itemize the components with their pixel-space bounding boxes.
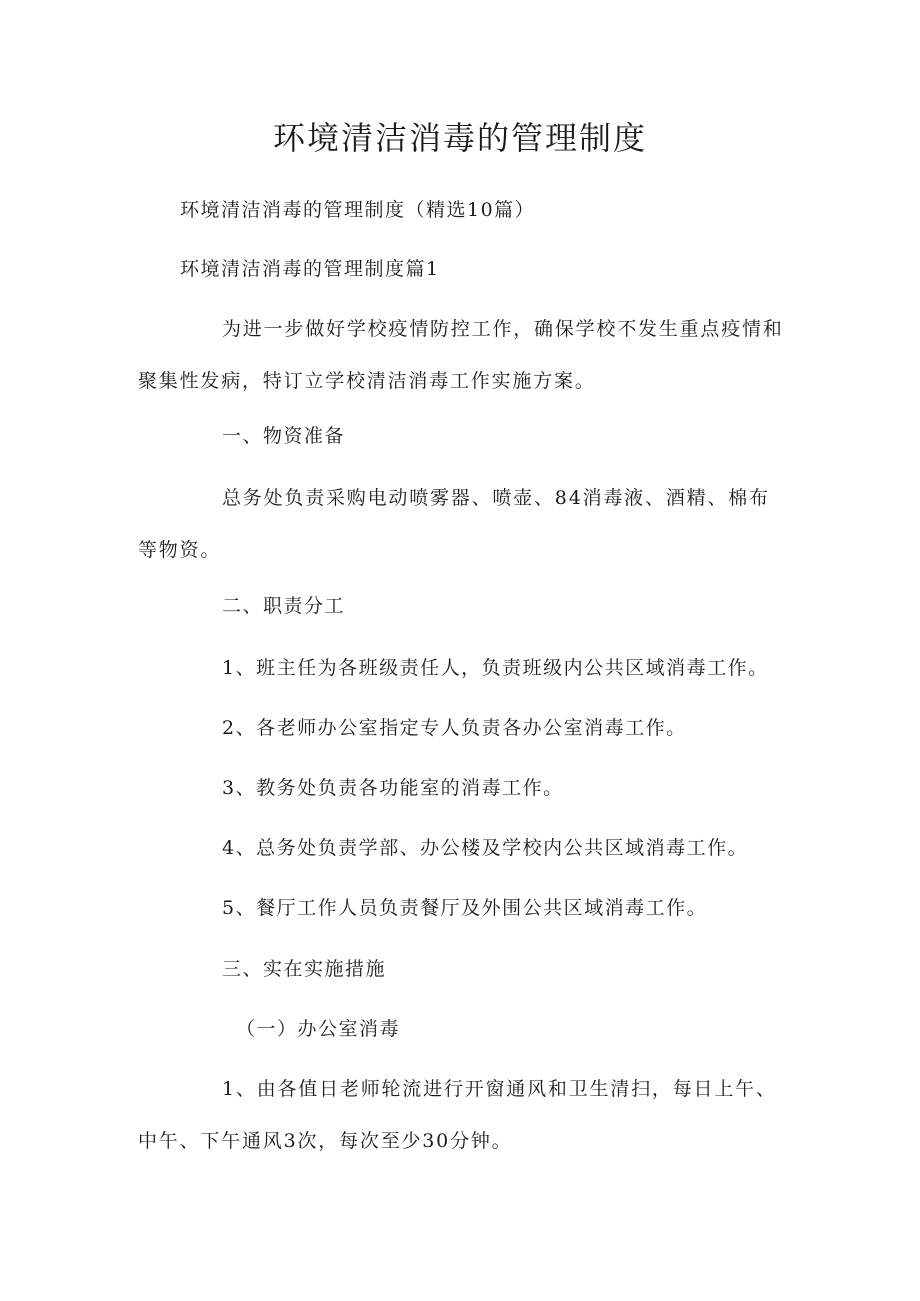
section-heading: 环境清洁消毒的管理制度篇1	[180, 258, 440, 280]
sub1-heading: （一）办公室消毒	[236, 1018, 401, 1040]
part2-heading: 二、职责分工	[222, 595, 346, 617]
part3-heading: 三、实在实施措施	[222, 958, 387, 980]
duty-item: 1、班主任为各班级责任人，负责班级内公共区域消毒工作。	[222, 657, 769, 679]
duty-item: 3、教务处负责各功能室的消毒工作。	[222, 777, 564, 799]
part1-paragraph: 总务处负责采购电动喷雾器、喷壶、84消毒液、酒精、棉布等物资。	[138, 487, 770, 561]
document-title: 环境清洁消毒的管理制度	[272, 119, 647, 157]
duty-item: 5、餐厅工作人员负责餐厅及外围公共区域消毒工作。	[222, 897, 708, 919]
part1-heading: 一、物资准备	[222, 425, 346, 447]
intro-paragraph: 为进一步做好学校疫情防控工作，确保学校不发生重点疫情和聚集性发病，特订立学校清洁消毒工作实施方案。	[138, 318, 784, 392]
duty-item: 2、各老师办公室指定专人负责各办公室消毒工作。	[222, 717, 687, 739]
duty-item: 4、总务处负责学部、办公楼及学校内公共区域消毒工作。	[222, 837, 749, 859]
sub1-item1-paragraph: 1、由各值日老师轮流进行开窗通风和卫生清扫，每日上午、中午、下午通风3次，每次至少30分钟。	[138, 1078, 777, 1152]
document-subtitle: 环境清洁消毒的管理制度（精选10篇）	[180, 199, 536, 221]
